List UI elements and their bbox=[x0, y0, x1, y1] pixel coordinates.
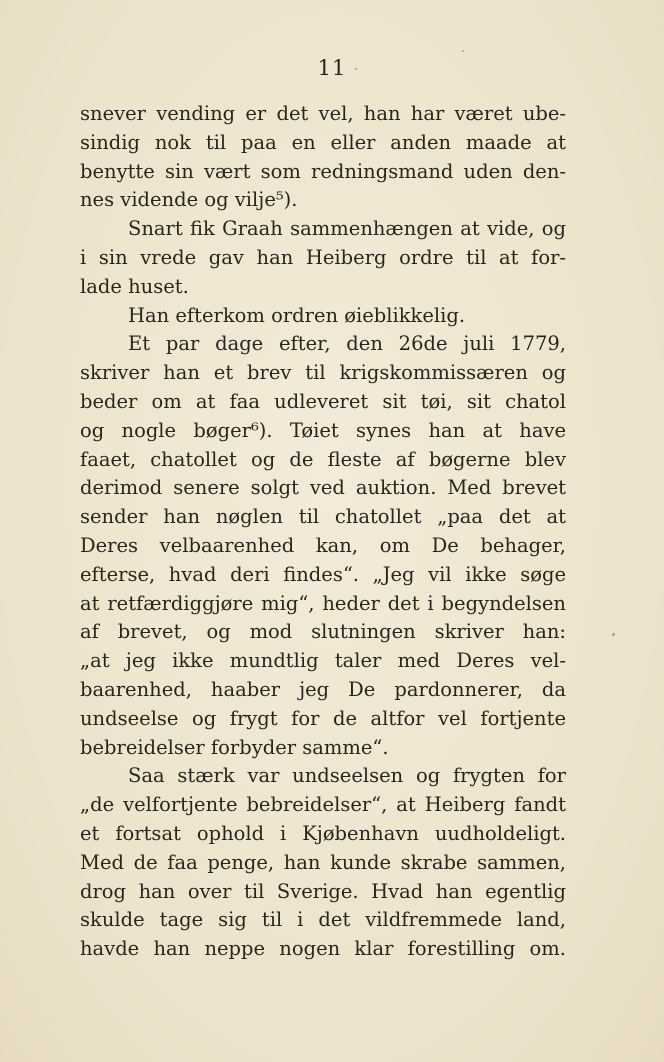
text-line: og nogle bøger⁶). Tøiet synes han at have bbox=[80, 418, 566, 442]
body-text bbox=[80, 100, 566, 964]
text-line: Snart fik Graah sammenhængen at vide, og bbox=[128, 217, 566, 241]
text-line: Deres velbaarenhed kan, om De behager, bbox=[80, 533, 566, 557]
text-line: nes vidende og vilje⁵). bbox=[80, 188, 298, 212]
text-line: skriver han et brev til krigskommissæren og bbox=[80, 361, 566, 385]
paper-speck bbox=[355, 68, 357, 70]
text-line: sender han nøglen til chatollet „paa det at bbox=[80, 505, 566, 529]
text-line: drog han over til Sverige. Hvad han egentlig bbox=[80, 879, 566, 903]
text-line: i sin vrede gav han Heiberg ordre til at for- bbox=[80, 245, 566, 269]
text-line: benytte sin vært som redningsmand uden den- bbox=[80, 159, 566, 183]
text-line: af brevet, og mod slutningen skriver han: bbox=[80, 620, 566, 644]
text-line: snever vending er det vel, han har været ube- bbox=[80, 102, 566, 125]
text-line: at retfærdiggjøre mig“, heder det i begyndelsen bbox=[80, 591, 566, 615]
paper-speck bbox=[612, 633, 615, 636]
text-line: et fortsat ophold i Kjøbenhavn uudholdeligt. bbox=[80, 821, 566, 845]
text-line: Saa stærk var undseelsen og frygten for bbox=[128, 764, 566, 788]
text-line: sindig nok til paa en eller anden maade at bbox=[80, 130, 566, 154]
text-line: havde han neppe nogen klar forestilling om. bbox=[80, 937, 566, 961]
text-line: bebreidelser forbyder samme“. bbox=[80, 735, 389, 759]
page-number: 11 bbox=[317, 56, 347, 80]
text-line: Han efterkom ordren øieblikkelig. bbox=[128, 303, 466, 327]
text-line: „at jeg ikke mundtlig taler med Deres vel- bbox=[80, 649, 566, 673]
text-line: undseelse og frygt for de altfor vel fortjente bbox=[80, 706, 566, 730]
text-line: Med de faa penge, han kunde skrabe sammen, bbox=[80, 850, 566, 874]
paper-speck bbox=[462, 50, 464, 52]
text-line: beder om at faa udleveret sit tøi, sit chatol bbox=[80, 389, 566, 413]
text-line: skulde tage sig til i det vildfremmede land, bbox=[80, 908, 566, 932]
text-line: baarenhed, haaber jeg De pardonnerer, da bbox=[80, 677, 566, 701]
text-line: efterse, hvad deri findes“. „Jeg vil ikke søge bbox=[80, 562, 566, 586]
text-line: Et par dage efter, den 26de juli 1779, bbox=[128, 332, 566, 356]
text-line: faaet, chatollet og de fleste af bøgerne blev bbox=[80, 447, 566, 471]
text-line: lade huset. bbox=[80, 274, 189, 298]
text-line: „de velfortjente bebreidelser“, at Heiberg fandt bbox=[80, 793, 566, 817]
text-line: derimod senere solgt ved auktion. Med brevet bbox=[80, 476, 566, 500]
